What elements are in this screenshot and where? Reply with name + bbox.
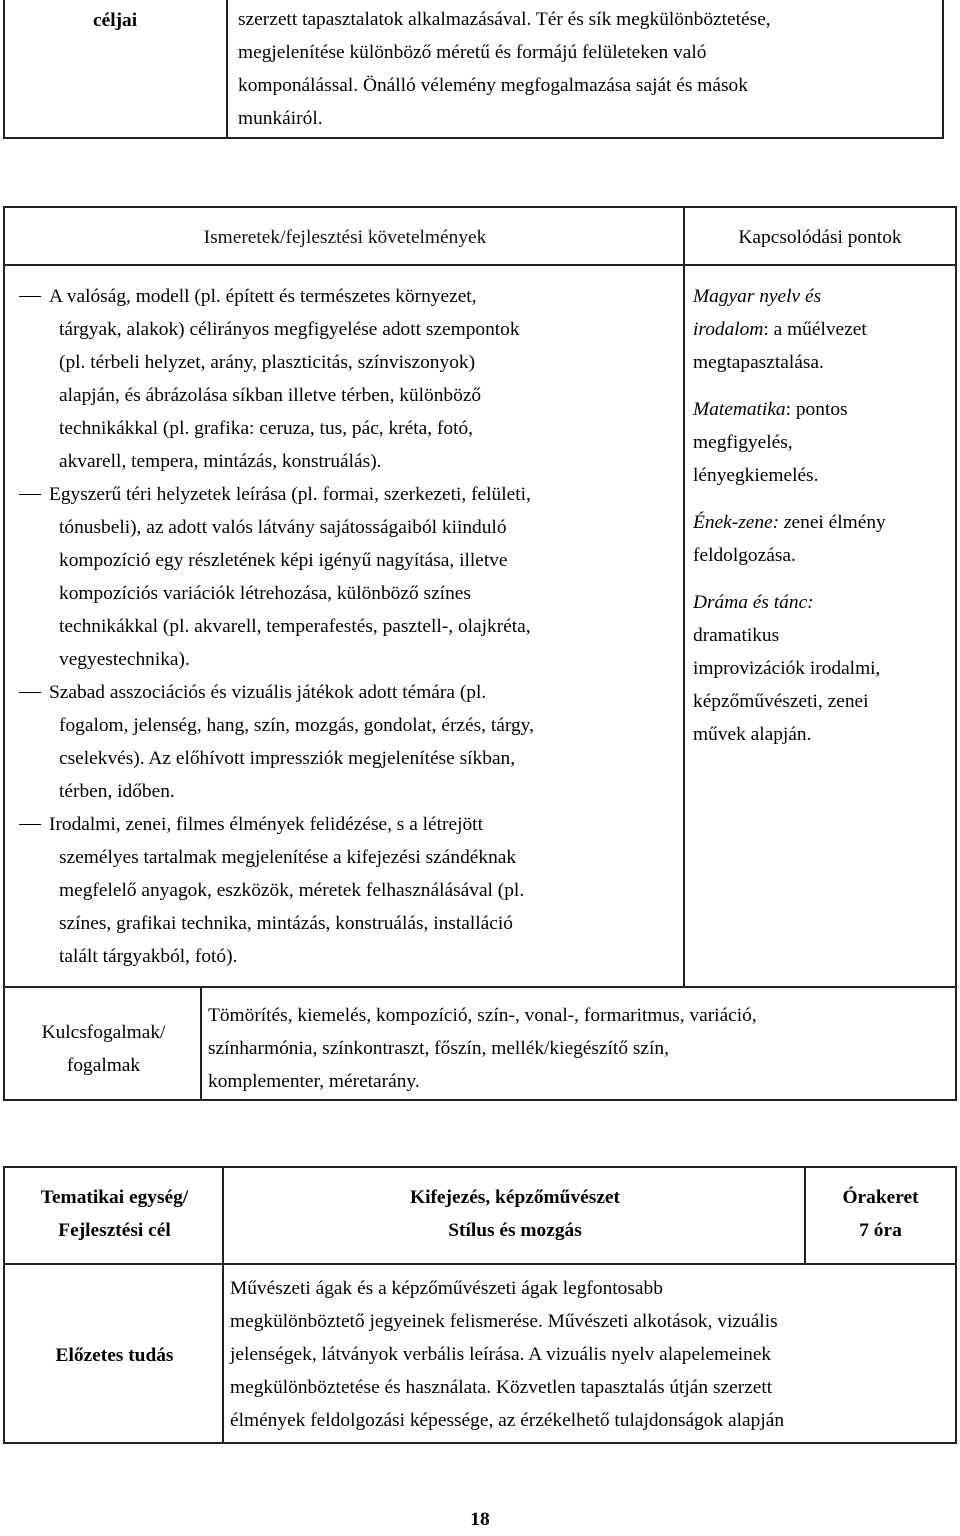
celjai-line: munkáiról. bbox=[238, 108, 323, 129]
requirement-line: Szabad asszociációs és vizuális játékok adott témára (pl. bbox=[49, 682, 487, 703]
connections-cell bbox=[683, 264, 957, 988]
connections-header-cell bbox=[683, 206, 957, 266]
connection-text: képzőművészeti, zenei bbox=[693, 691, 869, 712]
celjai-text bbox=[238, 3, 771, 135]
requirement-line: Irodalmi, zenei, filmes élmények felidézése, s a létrejött bbox=[49, 814, 483, 835]
connection-text: : pontos bbox=[785, 399, 848, 420]
requirement-line: akvarell, tempera, mintázás, konstruálás). bbox=[59, 451, 382, 472]
requirement-line: talált tárgyakból, fotó). bbox=[59, 946, 238, 967]
requirement-line: technikákkal (pl. akvarell, temperafestés, pasztell-, olajkréta, bbox=[59, 616, 531, 637]
requirements-list bbox=[5, 280, 685, 973]
unit-title-cell bbox=[222, 1166, 806, 1265]
key-concepts-line: komplementer, méretarány. bbox=[208, 1071, 420, 1092]
prior-knowledge-line: megkülönböztetése és használata. Közvetlen tapasztalás útján szerzett bbox=[230, 1377, 773, 1398]
connection-subject: irodalom bbox=[693, 319, 764, 340]
requirement-line: vegyestechnika). bbox=[59, 649, 190, 670]
page-number: 18 bbox=[470, 1509, 490, 1530]
connection-text: megtapasztalása. bbox=[693, 352, 824, 373]
requirement-line: térben, időben. bbox=[59, 781, 175, 802]
connections-list bbox=[693, 280, 955, 765]
celjai-line: komponálással. Önálló vélemény megfogalmazása saját és mások bbox=[238, 75, 748, 96]
connection-text: dramatikus bbox=[693, 625, 780, 646]
key-concepts-label bbox=[5, 1016, 202, 1082]
key-concepts-label-cell bbox=[3, 986, 202, 1101]
requirement-item bbox=[5, 280, 685, 478]
requirement-line: személyes tartalmak megjelenítése a kifejezési szándéknak bbox=[59, 847, 517, 868]
prior-knowledge-line: megkülönböztető jegyeinek felismerése. Művészeti alkotások, vizuális bbox=[230, 1311, 778, 1332]
celjai-line: megjelenítése különböző méretű és formájú felületeken való bbox=[238, 42, 707, 63]
prior-knowledge-label-cell bbox=[3, 1263, 224, 1444]
requirement-line: alapján, és ábrázolása síkban illetve térben, különböző bbox=[59, 385, 482, 406]
requirement-line: (pl. térbeli helyzet, arány, plaszticitás, színviszonyok) bbox=[59, 352, 476, 373]
requirements-header-cell bbox=[3, 206, 685, 266]
celjai-line: szerzett tapasztalatok alkalmazásával. Tér és sík megkülönböztetése, bbox=[238, 9, 771, 30]
requirements-cell bbox=[3, 264, 685, 988]
celjai-text-cell bbox=[226, 0, 944, 139]
prior-knowledge-line: jelenségek, látványok verbális leírása. A vizuális nyelv alapelemeinek bbox=[230, 1344, 772, 1365]
connection-item bbox=[693, 280, 955, 379]
hours-cell bbox=[804, 1166, 957, 1265]
hours bbox=[806, 1181, 955, 1247]
requirement-line: megfelelő anyagok, eszközök, méretek felhasználásával (pl. bbox=[59, 880, 525, 901]
unit-label-line: Tematikai egység/ bbox=[40, 1187, 189, 1208]
connection-text: : a műélvezet bbox=[763, 319, 867, 340]
prior-knowledge-line: élmények feldolgozási képessége, az érzékelhető tulajdonságok alapján bbox=[230, 1410, 785, 1431]
connections-header: Kapcsolódási pontok bbox=[738, 227, 902, 248]
requirement-line: A valóság, modell (pl. épített és természetes környezet, bbox=[49, 286, 477, 307]
connection-subject: Ének-zene: z bbox=[693, 512, 792, 533]
celjai-label-cell bbox=[3, 0, 228, 139]
prior-knowledge-label: Előzetes tudás bbox=[55, 1345, 174, 1366]
connection-subject: Matematika bbox=[693, 399, 786, 420]
key-concepts-line: színharmónia, színkontraszt, főszín, mellék/kiegészítő szín, bbox=[208, 1038, 669, 1059]
connection-item bbox=[693, 586, 955, 751]
connection-subject: Magyar nyelv és bbox=[693, 286, 822, 307]
requirement-line: fogalom, jelenség, hang, szín, mozgás, gondolat, érzés, tárgy, bbox=[59, 715, 534, 736]
key-concepts-label-line: fogalmak bbox=[66, 1055, 141, 1076]
requirement-line: technikákkal (pl. grafika: ceruza, tus, pác, kréta, fotó, bbox=[59, 418, 474, 439]
requirement-line: kompozíciós variációk létrehozása, különböző színes bbox=[59, 583, 471, 604]
key-concepts-line: Tömörítés, kiemelés, kompozíció, szín-, vonal-, formaritmus, variáció, bbox=[208, 1005, 757, 1026]
key-concepts-label-line: Kulcsfogalmak/ bbox=[41, 1022, 166, 1043]
key-concepts-cell bbox=[200, 986, 957, 1101]
connection-text: enei élmény bbox=[791, 512, 886, 533]
unit-label-line: Fejlesztési cél bbox=[58, 1220, 171, 1241]
unit-title-line: Stílus és mozgás bbox=[448, 1220, 582, 1241]
requirement-item bbox=[5, 478, 685, 676]
connection-item bbox=[693, 506, 955, 572]
connection-item bbox=[693, 393, 955, 492]
connection-text: improvizációk irodalmi, bbox=[693, 658, 881, 679]
requirement-line: tónusbeli), az adott valós látvány sajátosságaiból kiinduló bbox=[59, 517, 507, 538]
requirement-line: tárgyak, alakok) célirányos megfigyelése adott szempontok bbox=[59, 319, 520, 340]
connection-text: lényegkiemelés. bbox=[693, 465, 819, 486]
prior-knowledge-text bbox=[230, 1272, 784, 1437]
requirement-item bbox=[5, 808, 685, 973]
hours-label: Órakeret bbox=[842, 1187, 919, 1208]
prior-knowledge-line: Művészeti ágak és a képzőművészeti ágak legfontosabb bbox=[230, 1278, 663, 1299]
unit-label bbox=[5, 1181, 224, 1247]
requirement-line: kompozíció egy részletének képi igényű nagyítása, illetve bbox=[59, 550, 508, 571]
key-concepts-text bbox=[208, 999, 757, 1098]
hours-value: 7 óra bbox=[859, 1220, 902, 1241]
requirement-line: cselekvés). Az előhívott impressziók megjelenítése síkban, bbox=[59, 748, 516, 769]
connection-text: feldolgozása. bbox=[693, 545, 796, 566]
requirement-item bbox=[5, 676, 685, 808]
requirement-line: színes, grafikai technika, mintázás, konstruálás, installáció bbox=[59, 913, 513, 934]
unit-title-line: Kifejezés, képzőművészet bbox=[410, 1187, 620, 1208]
requirements-header: Ismeretek/fejlesztési követelmények bbox=[203, 227, 487, 248]
connection-subject: Dráma és tánc: bbox=[693, 592, 814, 613]
celjai-label: céljai bbox=[93, 10, 138, 31]
connection-text: megfigyelés, bbox=[693, 432, 793, 453]
requirement-line: Egyszerű téri helyzetek leírása (pl. formai, szerkezeti, felületi, bbox=[49, 484, 531, 505]
unit-title bbox=[224, 1181, 806, 1247]
prior-knowledge-cell bbox=[222, 1263, 957, 1444]
unit-label-cell bbox=[3, 1166, 224, 1265]
connection-text: művek alapján. bbox=[693, 724, 812, 745]
